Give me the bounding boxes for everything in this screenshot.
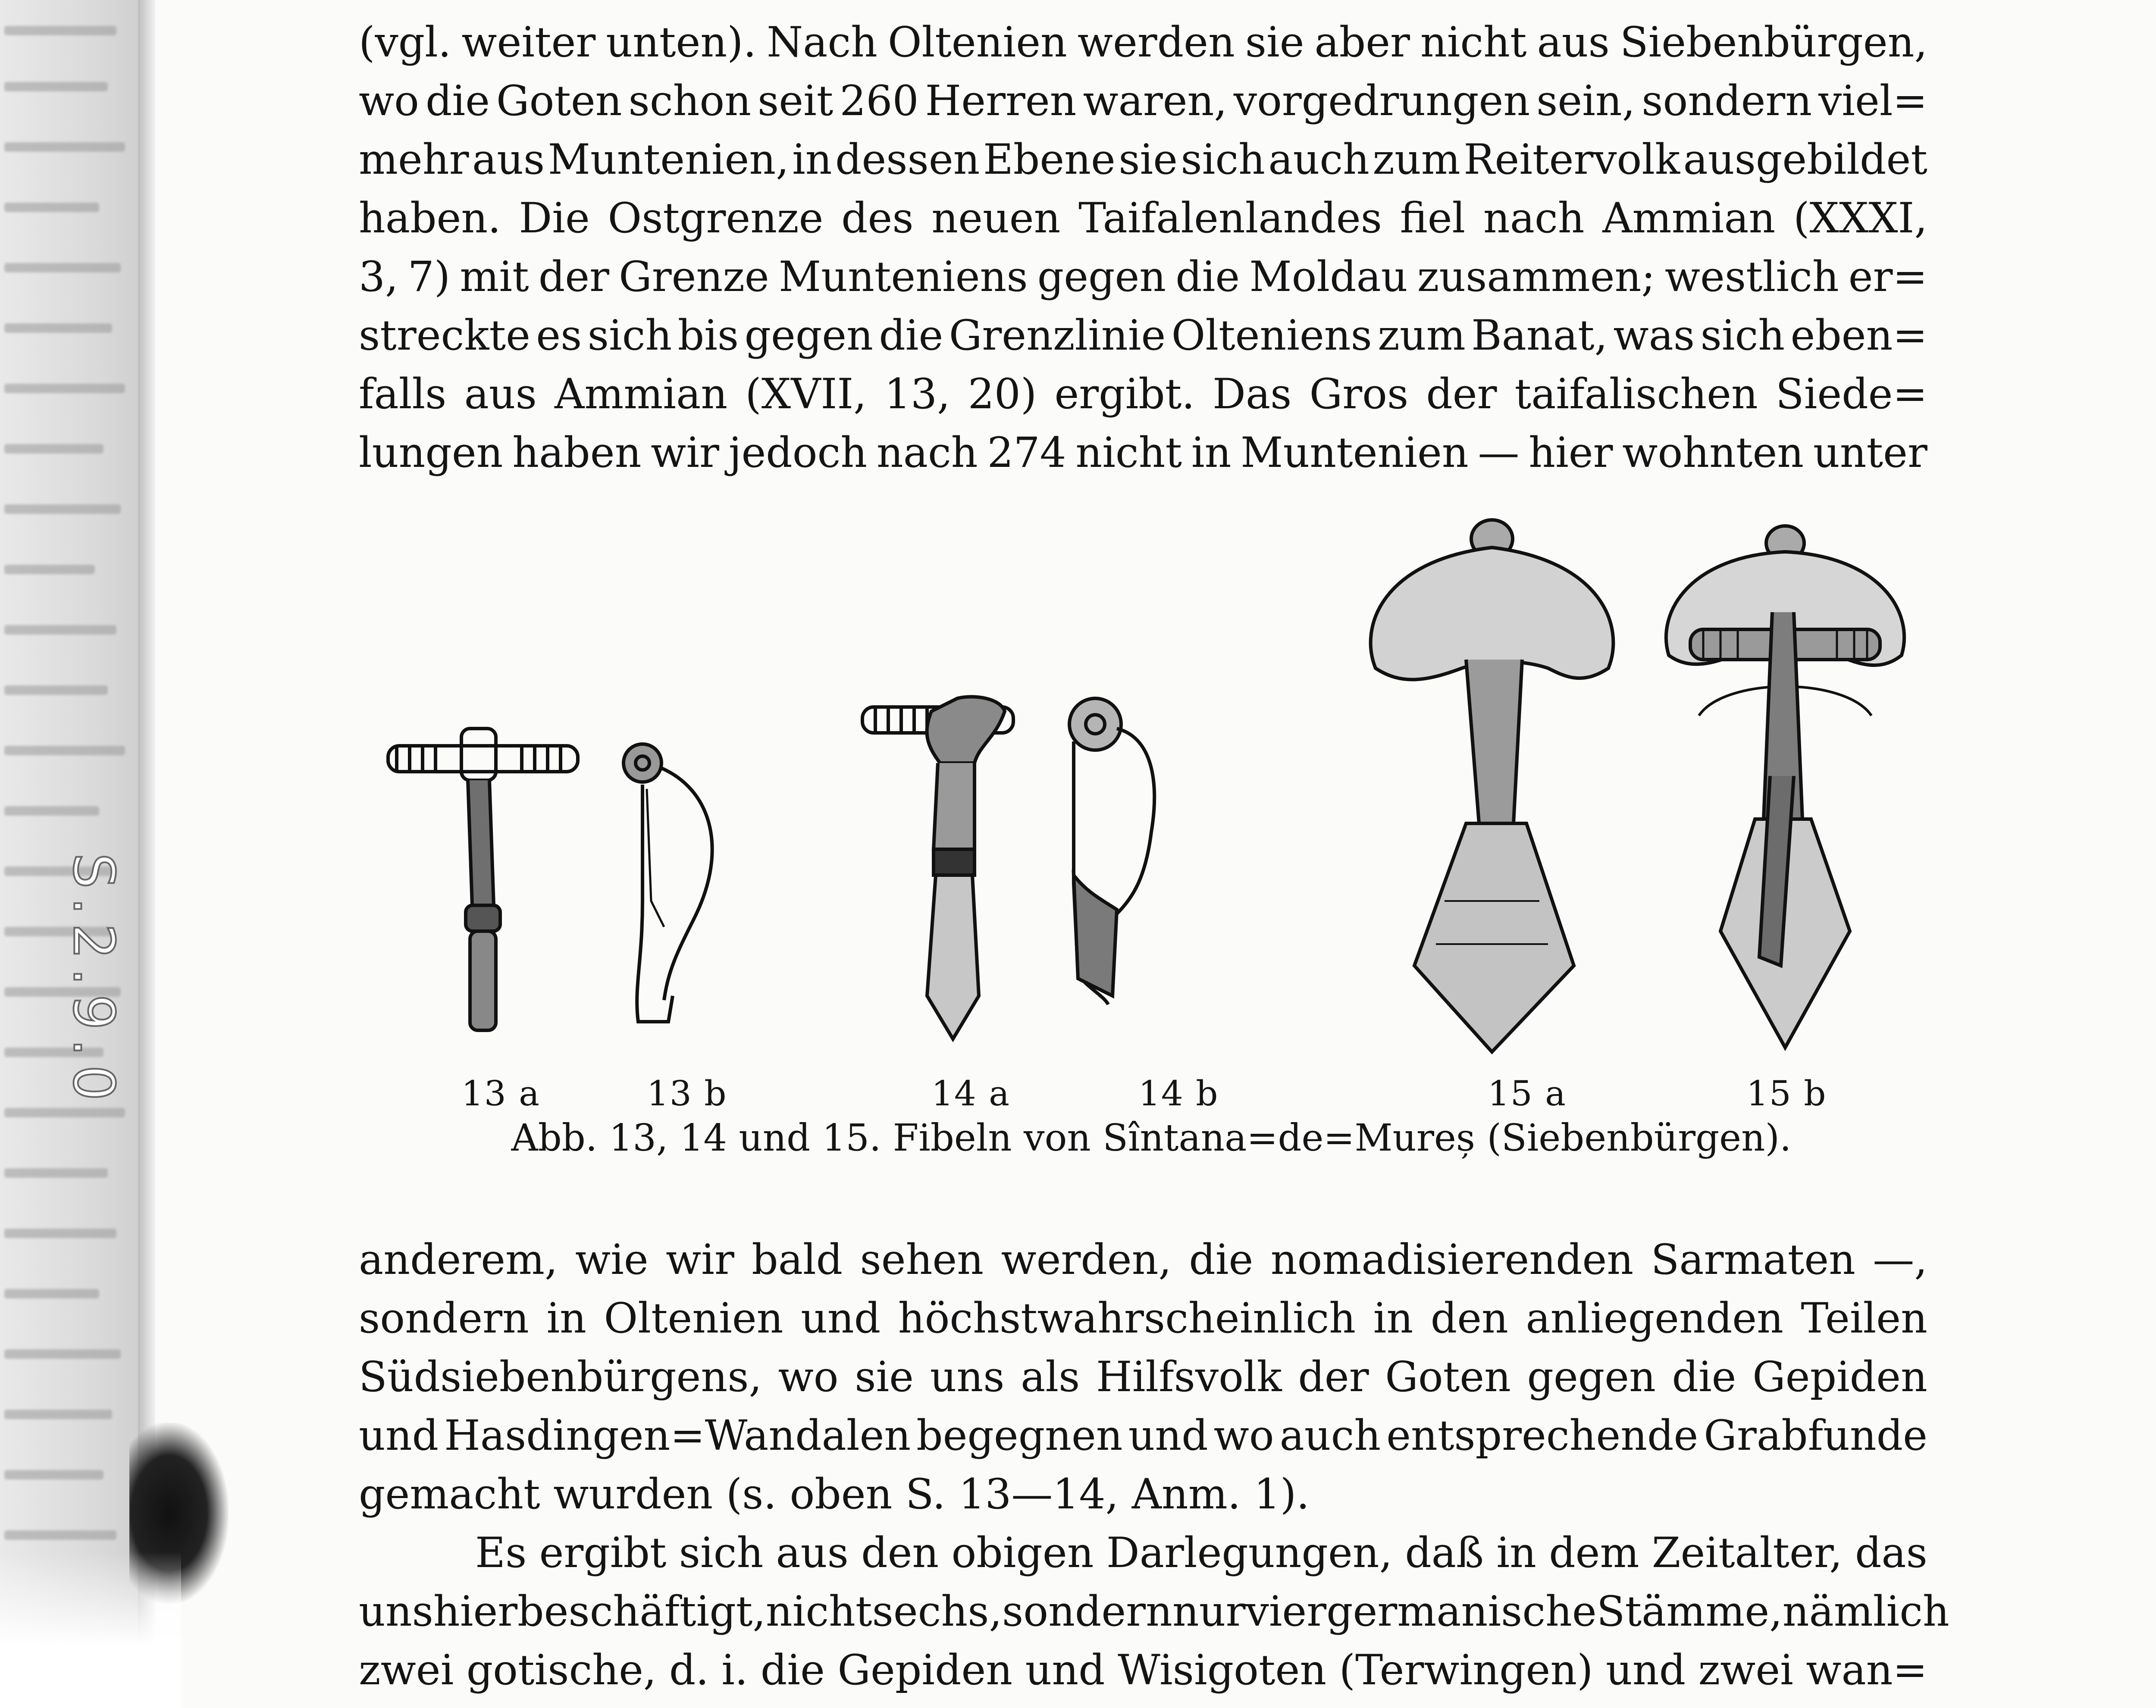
word: aus xyxy=(776,1529,849,1577)
word: Gepiden xyxy=(1752,1353,1927,1401)
word: nicht xyxy=(765,1587,872,1636)
word: sich xyxy=(587,311,672,360)
word: das xyxy=(1855,1529,1927,1577)
word: Oltenien xyxy=(604,1294,783,1342)
word: (Terwingen) xyxy=(1339,1646,1593,1694)
word: zum xyxy=(1373,135,1460,184)
word: bis xyxy=(677,311,739,360)
word: gegen xyxy=(744,311,873,360)
word: nämlich xyxy=(1782,1587,1949,1636)
word: den xyxy=(861,1529,939,1577)
word: bald xyxy=(752,1236,843,1284)
word: dem xyxy=(1549,1529,1639,1577)
fibula-15a-illustration xyxy=(1358,513,1626,1065)
fibula-14b-illustration xyxy=(1061,677,1190,1039)
text-line xyxy=(359,247,1927,306)
word: zwei xyxy=(1698,1646,1793,1694)
word: sondern xyxy=(1642,77,1812,125)
word: Das xyxy=(1212,370,1292,418)
word: die xyxy=(760,1646,825,1694)
figure-label-15a: 15 a xyxy=(1488,1073,1567,1114)
text-line xyxy=(359,423,1927,482)
word: sich xyxy=(679,1529,764,1577)
word: dessen xyxy=(835,135,980,184)
word: Teilen xyxy=(1801,1294,1927,1342)
word: wo xyxy=(359,77,419,125)
word: Munteniens xyxy=(778,253,1028,301)
text-line xyxy=(359,1230,1927,1289)
word: hier xyxy=(433,1587,518,1636)
word: ausgebildet xyxy=(1683,135,1927,184)
word: Grenzlinie xyxy=(949,311,1166,360)
text-line xyxy=(359,72,1927,130)
word: der xyxy=(1298,1353,1369,1401)
word: uns xyxy=(359,1587,433,1636)
facing-page-mark: S.2.9.0 xyxy=(61,853,127,1110)
word: Wisigoten xyxy=(1118,1646,1327,1694)
word: taifalischen xyxy=(1514,370,1758,418)
word: — xyxy=(1478,429,1520,477)
word: aus xyxy=(464,370,537,418)
word: sehen xyxy=(860,1236,984,1284)
word: werden xyxy=(1077,18,1235,66)
word: hier xyxy=(1529,429,1613,477)
word: nomadisierenden xyxy=(1270,1236,1634,1284)
word: lungen xyxy=(359,429,503,477)
word: streckte xyxy=(359,311,530,360)
body-text-top xyxy=(359,13,1927,482)
word: nach xyxy=(876,429,978,477)
word: Gros xyxy=(1309,370,1409,418)
word: sie xyxy=(855,1353,914,1401)
word: germanische xyxy=(1326,1587,1597,1636)
word: wo xyxy=(778,1353,839,1401)
word: was xyxy=(1613,311,1695,360)
word: gotische, xyxy=(466,1646,657,1694)
fibula-14a-illustration xyxy=(858,685,1022,1048)
word: Muntenien, xyxy=(548,135,789,184)
word: Es xyxy=(475,1529,527,1577)
word: 7) xyxy=(407,253,451,301)
word: Goten xyxy=(1385,1353,1511,1401)
word: nach xyxy=(1483,194,1585,242)
body-text-bottom xyxy=(359,1230,1949,1699)
word: Grenze xyxy=(619,253,769,301)
word: die xyxy=(1672,1353,1736,1401)
word: 260 xyxy=(840,77,919,125)
word: nicht xyxy=(1420,18,1527,66)
word: des xyxy=(841,194,914,242)
text-line xyxy=(359,1641,1927,1699)
word: und xyxy=(1025,1646,1105,1694)
word: schon xyxy=(628,77,752,125)
word: sie xyxy=(1245,18,1304,66)
word: vorgedrungen xyxy=(1233,77,1530,125)
word: wir xyxy=(666,1236,734,1284)
word: jedoch xyxy=(728,429,868,477)
word: beschäftigt, xyxy=(517,1587,766,1636)
word: unter xyxy=(1813,429,1927,477)
word: ergibt xyxy=(539,1529,667,1577)
word: Herren xyxy=(925,77,1077,125)
word: seit xyxy=(758,77,834,125)
fibula-15b-illustration xyxy=(1656,517,1923,1065)
word: d. xyxy=(669,1646,709,1694)
figure-label-13b: 13 b xyxy=(647,1073,727,1114)
text-line xyxy=(359,306,1927,365)
word: sechs, xyxy=(872,1587,1003,1636)
word: höchstwahrscheinlich xyxy=(898,1294,1356,1342)
text-line: gemacht wurden (s. oben S. 13—14, Anm. 1). xyxy=(359,1470,1310,1518)
facing-page-strip xyxy=(0,0,142,1708)
word: unten). xyxy=(606,18,757,66)
text-line xyxy=(359,13,1927,72)
word: Banat, xyxy=(1471,311,1608,360)
word: der xyxy=(1426,370,1497,418)
word: —, xyxy=(1873,1236,1927,1284)
word: in xyxy=(1373,1294,1413,1342)
word: wir xyxy=(651,429,719,477)
word: Gepiden xyxy=(837,1646,1013,1694)
figure-label-15b: 15 b xyxy=(1746,1073,1827,1114)
word: daß xyxy=(1405,1529,1484,1577)
word: Darlegungen, xyxy=(1106,1529,1393,1577)
word: als xyxy=(1021,1353,1080,1401)
word: aus xyxy=(1537,18,1610,66)
word: wo xyxy=(1213,1411,1274,1460)
word: zusammen; xyxy=(1417,253,1655,301)
figure-label-14a: 14 a xyxy=(931,1073,1010,1114)
word: Muntenien xyxy=(1241,429,1469,477)
word: viel= xyxy=(1818,77,1927,125)
word: begegnen xyxy=(916,1411,1123,1460)
word: anderem, xyxy=(359,1236,558,1284)
word: i. xyxy=(721,1646,748,1694)
fibula-13b-illustration xyxy=(617,720,746,1048)
word: Ammian xyxy=(555,370,728,418)
word: Ostgrenze xyxy=(608,194,824,242)
word: nur xyxy=(1172,1587,1246,1636)
word: sein, xyxy=(1536,77,1636,125)
word: die xyxy=(1175,253,1240,301)
word: aus xyxy=(472,135,545,184)
word: Goten xyxy=(496,77,622,125)
word: anliegenden xyxy=(1526,1294,1783,1342)
text-line xyxy=(359,1582,1949,1641)
word: Grabfunde xyxy=(1704,1411,1927,1460)
word: sich xyxy=(1181,135,1265,184)
word: Hilfsvolk xyxy=(1096,1353,1282,1401)
word: Taifalenlandes xyxy=(1078,194,1382,242)
word: in xyxy=(546,1294,586,1342)
word: sich xyxy=(1700,311,1785,360)
word: Oltenien xyxy=(887,18,1067,66)
word: der xyxy=(538,253,609,301)
word: Sarmaten xyxy=(1651,1236,1855,1284)
word: in xyxy=(1496,1529,1536,1577)
word: Zeitalter, xyxy=(1651,1529,1843,1577)
word: und xyxy=(1606,1646,1686,1694)
word: aber xyxy=(1314,18,1410,66)
figure-caption: Abb. 13, 14 und 15. Fibeln von Sîntana=de=Mureș (Siebenbürgen). xyxy=(511,1117,1792,1160)
word: (vgl. xyxy=(359,18,451,66)
word: auch xyxy=(1279,1411,1381,1460)
word: die xyxy=(1189,1236,1253,1284)
word: den xyxy=(1430,1294,1508,1342)
word: 3, xyxy=(359,253,398,301)
word: Nach xyxy=(767,18,877,66)
word: Olteniens xyxy=(1171,311,1372,360)
word: gegen xyxy=(1527,1353,1656,1401)
word: nicht xyxy=(1075,429,1182,477)
word: wohnten xyxy=(1622,429,1804,477)
word: falls xyxy=(359,370,447,418)
word: und xyxy=(801,1294,881,1342)
word: mit xyxy=(460,253,529,301)
word: haben xyxy=(512,429,642,477)
word: eben= xyxy=(1790,311,1927,360)
word: er= xyxy=(1848,253,1927,301)
figure-label-13a: 13 a xyxy=(461,1073,540,1114)
text-line xyxy=(359,130,1927,189)
word: Reitervolk xyxy=(1463,135,1680,184)
word: und xyxy=(359,1411,439,1460)
word: und xyxy=(1128,1411,1208,1460)
word: 13, xyxy=(884,370,950,418)
word: Ebene xyxy=(983,135,1116,184)
word: sondern xyxy=(359,1294,529,1342)
word: (XXXI, xyxy=(1793,194,1927,242)
word: westlich xyxy=(1664,253,1839,301)
word: neuen xyxy=(931,194,1061,242)
word: uns xyxy=(930,1353,1005,1401)
word: die xyxy=(425,77,490,125)
word: Die xyxy=(519,194,590,242)
word: haben. xyxy=(359,194,501,242)
word: wie xyxy=(575,1236,649,1284)
word: wan= xyxy=(1806,1646,1927,1694)
word: (XVII, xyxy=(745,370,867,418)
word: die xyxy=(879,311,943,360)
word: Moldau xyxy=(1249,253,1408,301)
text-line xyxy=(359,365,1927,423)
text-line xyxy=(359,189,1927,247)
word: auch xyxy=(1268,135,1369,184)
word: Siebenbürgen, xyxy=(1620,18,1927,66)
figure-label-14b: 14 b xyxy=(1138,1073,1219,1114)
word: fiel xyxy=(1400,194,1466,242)
word: Ammian xyxy=(1602,194,1776,242)
fibula-13a-illustration xyxy=(379,720,595,1048)
word: waren, xyxy=(1083,77,1227,125)
word: 274 xyxy=(987,429,1066,477)
word: weiter xyxy=(461,18,596,66)
word: zwei xyxy=(359,1646,454,1694)
word: obigen xyxy=(951,1529,1094,1577)
word: 20) xyxy=(968,370,1037,418)
word: Südsiebenbürgens, xyxy=(359,1353,762,1401)
word: werden, xyxy=(1001,1236,1172,1284)
text-line xyxy=(359,1406,1927,1465)
text-line xyxy=(359,1348,1927,1406)
page-edge xyxy=(0,1552,181,1708)
word: entsprechende xyxy=(1386,1411,1698,1460)
word: sondern xyxy=(1002,1587,1172,1636)
text-line xyxy=(359,1289,1927,1348)
figure-fibulae xyxy=(371,513,1932,1160)
word: Siede= xyxy=(1775,370,1927,418)
word: Hasdingen=Wandalen xyxy=(444,1411,911,1460)
word: in xyxy=(1191,429,1232,477)
word: vier xyxy=(1245,1587,1327,1636)
paragraph-start-line xyxy=(359,1523,1927,1582)
word: zum xyxy=(1378,311,1466,360)
word: es xyxy=(536,311,582,360)
word: mehr xyxy=(359,135,469,184)
word: Stämme, xyxy=(1596,1587,1783,1636)
word: ergibt. xyxy=(1054,370,1195,418)
word: gegen xyxy=(1037,253,1166,301)
word: sie xyxy=(1119,135,1178,184)
word: in xyxy=(792,135,832,184)
